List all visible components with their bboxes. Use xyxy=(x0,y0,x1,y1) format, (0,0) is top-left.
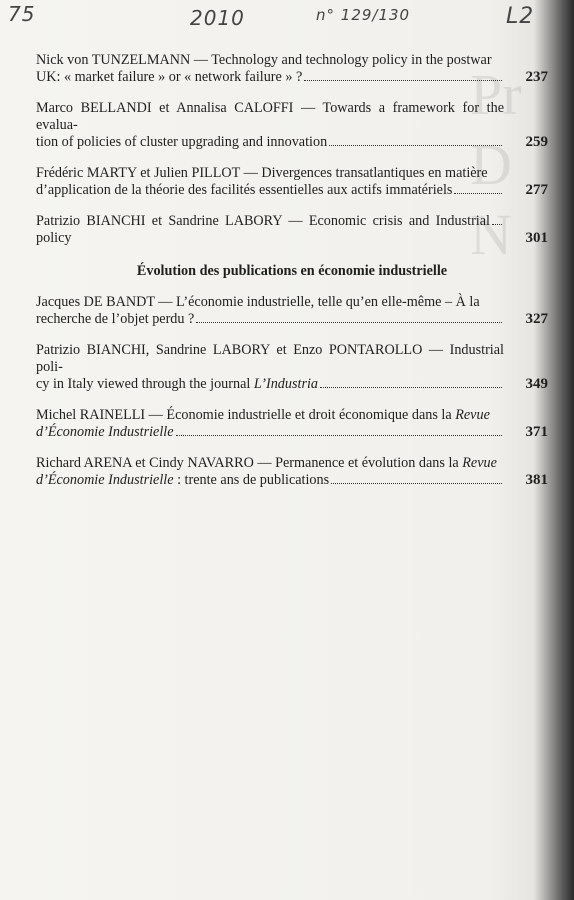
toc-entry-line1: Michel RAINELLI — Économie industrielle et droit économique dans la xyxy=(36,407,456,423)
dot-leader xyxy=(304,80,502,81)
handwritten-note-right: L2 xyxy=(506,4,535,29)
toc-page-number: 371 xyxy=(525,424,548,440)
toc-entry-text xyxy=(36,455,548,489)
toc-entry xyxy=(36,52,548,86)
toc-page-number: 237 xyxy=(525,69,548,85)
handwritten-year: 2010 xyxy=(190,6,245,30)
journal-title: L’Industria xyxy=(253,376,319,392)
toc-entry-line1: Marco BELLANDI et Annalisa CALOFFI — Towards a framework for the evalua- xyxy=(36,100,504,133)
journal-title: Revue xyxy=(462,455,497,471)
toc-entry-line2: recherche de l’objet perdu ? xyxy=(36,311,195,327)
toc-page-number: 327 xyxy=(525,311,548,327)
toc-entry xyxy=(36,455,548,489)
toc-entry xyxy=(36,213,548,247)
toc-entry-line2: Patrizio BIANCHI et Sandrine LABORY — Economic crisis and Industrial policy xyxy=(36,213,490,246)
toc-entry-text xyxy=(36,52,548,86)
toc-page-number: 301 xyxy=(525,230,548,246)
toc-page-number: 381 xyxy=(525,472,548,488)
toc-entry-text xyxy=(36,294,548,328)
dot-leader xyxy=(454,193,502,194)
journal-title: d’Économie Industrielle xyxy=(36,424,174,440)
toc-entry-line1: Frédéric MARTY et Julien PILLOT — Divergences transatlantiques en matière xyxy=(36,165,488,181)
handwritten-note-left: 75 xyxy=(8,2,36,26)
toc-entry-text xyxy=(36,213,548,247)
toc-entry-line2: cy in Italy viewed through the journal xyxy=(36,376,254,392)
toc-entry-line2: UK: « market failure » or « network failure » ? xyxy=(36,69,303,85)
toc-entry xyxy=(36,294,548,328)
journal-title: d’Économie Industrielle xyxy=(36,472,174,488)
toc-entry xyxy=(36,342,548,393)
bleed-through-text: Pr D N xyxy=(470,62,522,267)
dot-leader xyxy=(196,322,502,323)
toc-entry-text xyxy=(36,165,548,199)
toc-entry-text xyxy=(36,342,548,393)
toc-entry xyxy=(36,100,548,151)
toc-entry-line1: Richard ARENA et Cindy NAVARRO — Permanence et évolution dans la xyxy=(36,455,463,471)
handwritten-issue-number: n° 129/130 xyxy=(316,6,411,24)
toc-entry xyxy=(36,165,548,199)
dot-leader xyxy=(329,145,502,146)
toc-entry-line2: tion of policies of cluster upgrading and innovation xyxy=(36,134,328,150)
table-of-contents xyxy=(36,52,548,503)
toc-entry-text xyxy=(36,100,548,151)
toc-entry-line2: d’application de la théorie des facilités essentielles aux actifs immatériels xyxy=(36,182,453,198)
dot-leader xyxy=(492,224,502,225)
toc-entry-line1: Jacques DE BANDT — L’économie industrielle, telle qu’en elle-même – À la xyxy=(36,294,480,310)
journal-title: Revue xyxy=(455,407,490,423)
dot-leader xyxy=(176,435,502,436)
toc-page-number: 259 xyxy=(525,134,548,150)
toc-entry xyxy=(36,407,548,441)
toc-page-number: 277 xyxy=(525,182,548,198)
toc-page-number: 349 xyxy=(525,376,548,392)
dot-leader xyxy=(320,387,502,388)
toc-entry-line1: Nick von TUNZELMANN — Technology and technology policy in the postwar xyxy=(36,52,492,68)
toc-entry-line1: Patrizio BIANCHI, Sandrine LABORY et Enzo PONTAROLLO — Industrial poli- xyxy=(36,342,504,375)
dot-leader xyxy=(331,483,502,484)
section-heading: Évolution des publications en économie industrielle xyxy=(136,263,448,279)
toc-entry-line2: : trente ans de publications xyxy=(173,472,330,488)
toc-entry-text xyxy=(36,407,548,441)
